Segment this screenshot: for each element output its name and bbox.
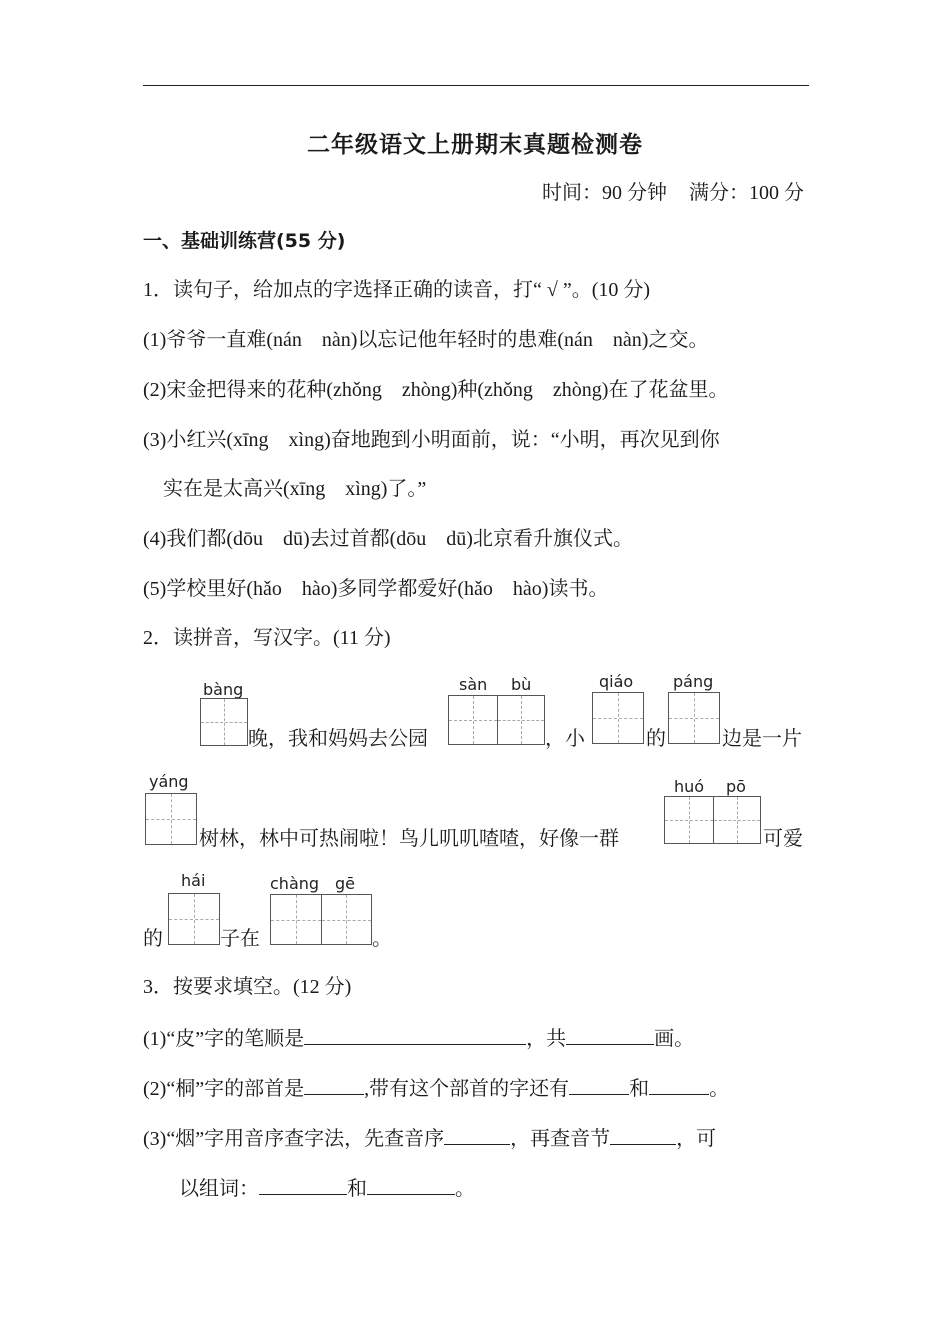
q2-text: 树林，林中可热闹啦！鸟儿叽叽喳喳，好像一群 (199, 828, 619, 850)
writing-grid[interactable] (668, 692, 720, 744)
pinyin-label: yáng (149, 772, 189, 791)
pinyin-label: páng (673, 672, 714, 691)
q2-text: ，小 (545, 728, 585, 750)
answer-blank[interactable] (649, 1072, 709, 1095)
section-heading: 一、基础训练营(55 分) (143, 230, 346, 252)
writing-grid[interactable] (664, 796, 761, 844)
q1-item: (3)小红兴(xīng xìng)奋地跑到小明面前，说：“小明，再次见到你 (143, 429, 720, 451)
q2-text: 晚，我和妈妈去公园 (248, 728, 428, 750)
answer-blank[interactable] (304, 1022, 526, 1045)
q2-text: 。 (372, 928, 392, 950)
q2-text: 子在 (220, 928, 260, 950)
answer-blank[interactable] (304, 1072, 364, 1095)
answer-blank[interactable] (610, 1122, 676, 1145)
writing-grid[interactable] (168, 893, 220, 945)
q1-item: (2)宋金把得来的花种(zhǒng zhòng)种(zhǒng zhòng)在了花盆里。 (143, 379, 729, 401)
q3-item: (2)“桐”字的部首是 ,带有这个部首的字还有 和 。 (143, 1072, 729, 1104)
pinyin-label: sàn (459, 675, 488, 694)
q2-text: 的 (143, 928, 163, 950)
writing-grid[interactable] (200, 698, 248, 746)
q3-item-continued: 以组词： 和 。 (179, 1172, 475, 1204)
writing-grid[interactable] (592, 692, 644, 744)
writing-grid[interactable] (270, 894, 372, 945)
q1-item-continued: 实在是太高兴(xīng xìng)了。” (143, 478, 427, 500)
pinyin-label: huó (674, 777, 705, 796)
header-rule (143, 85, 809, 86)
answer-blank[interactable] (566, 1022, 654, 1045)
pinyin-label: chàng (270, 874, 320, 893)
pinyin-label: pō (726, 777, 746, 796)
pinyin-label: bù (511, 675, 532, 694)
page-title: 二年级语文上册期末真题检测卷 (307, 132, 643, 158)
writing-grid[interactable] (448, 695, 545, 745)
pinyin-label: qiáo (599, 672, 634, 691)
pinyin-label: bàng (203, 680, 244, 699)
q2-text: 的 (646, 728, 666, 750)
q2-stem: 2．读拼音，写汉字。(11 分) (143, 627, 391, 649)
pinyin-label: gē (335, 874, 355, 893)
answer-blank[interactable] (367, 1172, 455, 1195)
full-score: 满分：100 分 (689, 182, 804, 204)
q2-text: 可爱 (763, 828, 803, 850)
q3-item: (1)“皮”字的笔顺是 ，共 画。 (143, 1022, 694, 1054)
q1-item: (4)我们都(dōu dū)去过首都(dōu dū)北京看升旗仪式。 (143, 528, 633, 550)
answer-blank[interactable] (569, 1072, 629, 1095)
exam-meta (542, 176, 804, 205)
q1-item: (1)爷爷一直难(nán nàn)以忘记他年轻时的患难(nán nàn)之交。 (143, 329, 709, 351)
q3-stem: 3．按要求填空。(12 分) (143, 976, 352, 998)
answer-blank[interactable] (259, 1172, 347, 1195)
writing-grid[interactable] (145, 793, 197, 845)
q2-text: 边是一片 (722, 728, 802, 750)
q1-item: (5)学校里好(hǎo hào)多同学都爱好(hǎo hào)读书。 (143, 578, 609, 600)
q1-stem: 1．读句子，给加点的字选择正确的读音，打“ √ ”。(10 分) (143, 279, 651, 301)
q3-item: (3)“烟”字用音序查字法，先查音序 ，再查音节 ，可 (143, 1122, 716, 1154)
pinyin-label: hái (181, 871, 206, 890)
time-limit: 时间：90 分钟 (542, 182, 667, 204)
answer-blank[interactable] (444, 1122, 510, 1145)
